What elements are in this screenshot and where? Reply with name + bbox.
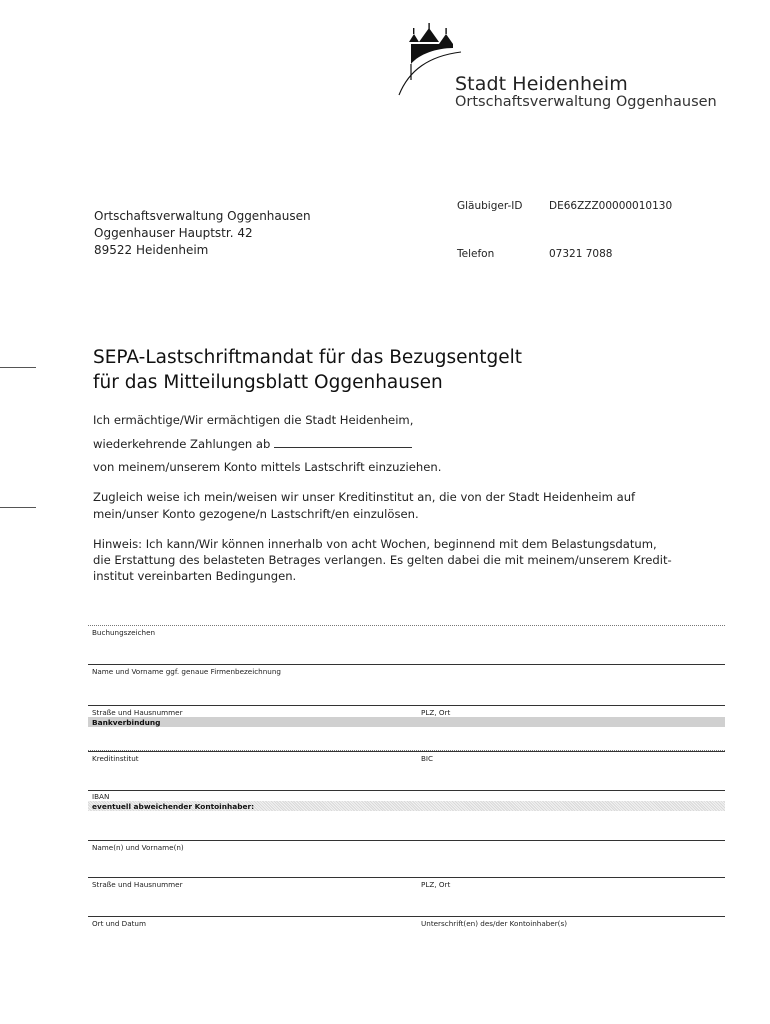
notice-line-2: die Erstattung des belasteten Betrages verlangen. Es gelten dabei die mit meinem/unserem Kredit- (93, 553, 672, 567)
holder-postcode-city-field-label: PLZ, Ort (421, 880, 451, 889)
holder-street-field-label: Straße und Hausnummer (92, 880, 183, 889)
bank-instruction-line-1: Zugleich weise ich mein/weisen wir unser Kreditinstitut an, die von der Stadt Heidenheim auf (93, 490, 636, 504)
holder-names-field-label: Name(n) und Vorname(n) (92, 843, 184, 852)
office-name: Ortschaftsverwaltung Oggenhausen (455, 94, 717, 110)
sender-address (94, 208, 311, 259)
form-top-rule (88, 625, 725, 626)
holder-names-field-line[interactable] (88, 840, 725, 841)
start-date-line (93, 436, 412, 453)
fold-mark-bottom (0, 507, 36, 508)
signature-field-label: Unterschrift(en) des/der Kontoinhaber(s) (421, 919, 568, 928)
creditor-id-label: Gläubiger-ID (457, 200, 523, 212)
address-field-line[interactable] (88, 705, 725, 706)
phone-label: Telefon (457, 248, 495, 260)
notice-line-1: Hinweis: Ich kann/Wir können innerhalb von acht Wochen, beginnend mit dem Belastungsdatum, (93, 537, 657, 551)
page-title (93, 345, 522, 395)
creditor-id-value: DE66ZZZ00000010130 (549, 200, 673, 212)
start-date-blank[interactable] (274, 436, 412, 448)
iban-field-label: IBAN (92, 792, 110, 801)
title-line-1: SEPA-Lastschriftmandat für das Bezugsentgelt (93, 347, 522, 368)
signature-field-line[interactable] (88, 916, 725, 917)
notice-line-3: institut vereinbarten Bedingungen. (93, 569, 297, 583)
bank-field-line[interactable] (88, 751, 725, 752)
sender-line-1: Ortschaftsverwaltung Oggenhausen (94, 209, 311, 223)
street-field-label: Straße und Hausnummer (92, 708, 183, 717)
bank-instruction-line-2: mein/unser Konto gezogene/n Lastschrift/en einzulösen. (93, 507, 419, 521)
authorization-text: Ich ermächtige/Wir ermächtigen die Stadt Heidenheim, (93, 413, 414, 427)
fold-mark-top (0, 367, 36, 368)
alt-holder-header: eventuell abweichender Kontoinhaber: (92, 802, 255, 811)
sender-line-3: 89522 Heidenheim (94, 243, 209, 257)
postcode-city-field-label: PLZ, Ort (421, 708, 451, 717)
start-date-label: wiederkehrende Zahlungen ab (93, 437, 271, 451)
reference-field-label: Buchungszeichen (92, 628, 156, 637)
phone-value: 07321 7088 (549, 248, 613, 260)
bic-field-label: BIC (421, 754, 434, 763)
holder-address-field-line[interactable] (88, 877, 725, 878)
collection-text: von meinem/unserem Konto mittels Lastschrift einzuziehen. (93, 460, 442, 474)
city-name: Stadt Heidenheim (455, 73, 628, 95)
iban-field-line[interactable] (88, 790, 725, 791)
place-date-field-label: Ort und Datum (92, 919, 146, 928)
title-line-2: für das Mitteilungsblatt Oggenhausen (93, 372, 443, 393)
bank-details-header: Bankverbindung (92, 718, 161, 727)
bank-name-field-label: Kreditinstitut (92, 754, 139, 763)
bank-details-band (88, 717, 725, 727)
sender-line-2: Oggenhauser Hauptstr. 42 (94, 226, 253, 240)
name-field-label: Name und Vorname ggf. genaue Firmenbezeichnung (92, 667, 281, 676)
name-field-line[interactable] (88, 664, 725, 665)
